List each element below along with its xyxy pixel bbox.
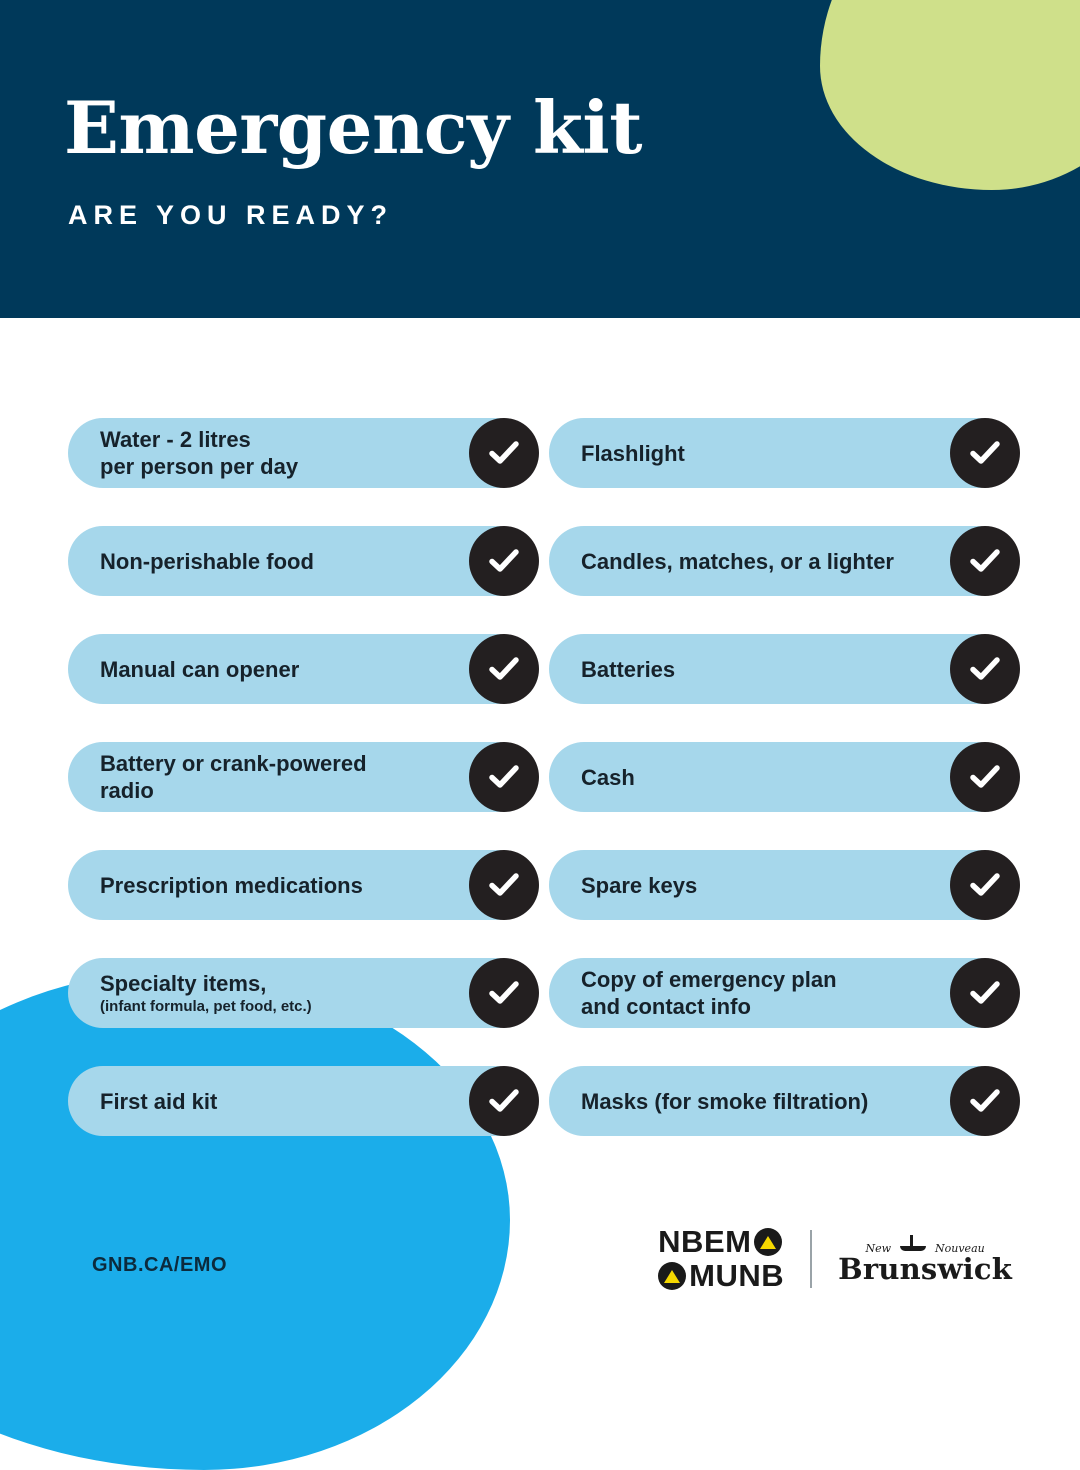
list-item-label: Flashlight — [581, 440, 685, 466]
list-item[interactable] — [68, 526, 531, 596]
check-icon[interactable] — [950, 634, 1020, 704]
decorative-green-blob — [820, 0, 1080, 190]
check-icon[interactable] — [469, 850, 539, 920]
nb-logo-new: New — [865, 1242, 892, 1255]
checklist-column-right — [549, 418, 1012, 1136]
list-item[interactable] — [549, 1066, 1012, 1136]
new-brunswick-logo — [838, 1234, 1012, 1284]
list-item[interactable] — [68, 850, 531, 920]
check-icon[interactable] — [469, 526, 539, 596]
logo-divider — [810, 1230, 812, 1288]
list-item-label: Masks (for smoke filtration) — [581, 1088, 869, 1114]
check-icon[interactable] — [469, 634, 539, 704]
check-icon[interactable] — [950, 526, 1020, 596]
check-icon[interactable] — [469, 1066, 539, 1136]
nbemo-logo-line1: NBEM — [658, 1224, 752, 1259]
check-icon[interactable] — [469, 742, 539, 812]
ship-icon — [896, 1234, 930, 1254]
checklist-column-left — [68, 418, 531, 1136]
list-item-label: Cash — [581, 764, 635, 790]
triangle-icon — [754, 1228, 782, 1256]
list-item[interactable] — [68, 1066, 531, 1136]
list-item-label: Candles, matches, or a lighter — [581, 548, 894, 574]
list-item[interactable] — [68, 958, 531, 1028]
triangle-icon — [658, 1262, 686, 1290]
check-icon[interactable] — [950, 1066, 1020, 1136]
list-item-label: Battery or crank-powered radio — [100, 751, 367, 803]
list-item-label: Spare keys — [581, 872, 698, 898]
list-item-sublabel: (infant formula, pet food, etc.) — [100, 998, 312, 1015]
check-icon[interactable] — [950, 418, 1020, 488]
nbemo-logo — [658, 1226, 784, 1292]
footer-url[interactable]: GNB.CA/EMO — [92, 1254, 227, 1276]
list-item-label: First aid kit — [100, 1088, 218, 1114]
list-item-label: Manual can opener — [100, 656, 300, 682]
list-item-label: Prescription medications — [100, 872, 363, 898]
nb-logo-nouveau: Nouveau — [935, 1242, 985, 1255]
list-item[interactable] — [68, 742, 531, 812]
list-item[interactable] — [549, 742, 1012, 812]
list-item-label: Batteries — [581, 656, 676, 682]
header-banner — [0, 0, 1080, 318]
check-icon[interactable] — [950, 958, 1020, 1028]
check-icon[interactable] — [469, 418, 539, 488]
check-icon[interactable] — [950, 850, 1020, 920]
list-item[interactable] — [68, 634, 531, 704]
check-icon[interactable] — [469, 958, 539, 1028]
nbemo-logo-line2: MUNB — [689, 1258, 785, 1293]
page-title: Emergency kit — [64, 85, 643, 170]
list-item[interactable] — [68, 418, 531, 488]
list-item-label: Non-perishable food — [100, 548, 314, 574]
list-item[interactable] — [549, 850, 1012, 920]
list-item-label: Specialty items, — [100, 971, 267, 996]
list-item[interactable] — [549, 418, 1012, 488]
list-item-label: Copy of emergency plan and contact info — [581, 967, 837, 1019]
nb-logo-name: Brunswick — [838, 1252, 1012, 1286]
check-icon[interactable] — [950, 742, 1020, 812]
list-item[interactable] — [549, 634, 1012, 704]
list-item[interactable] — [549, 526, 1012, 596]
emergency-kit-checklist — [68, 418, 1012, 1136]
page-subtitle: ARE YOU READY? — [68, 200, 394, 230]
list-item-label: Water - 2 litres per person per day — [100, 427, 299, 479]
footer-logos — [658, 1226, 1012, 1292]
list-item[interactable] — [549, 958, 1012, 1028]
